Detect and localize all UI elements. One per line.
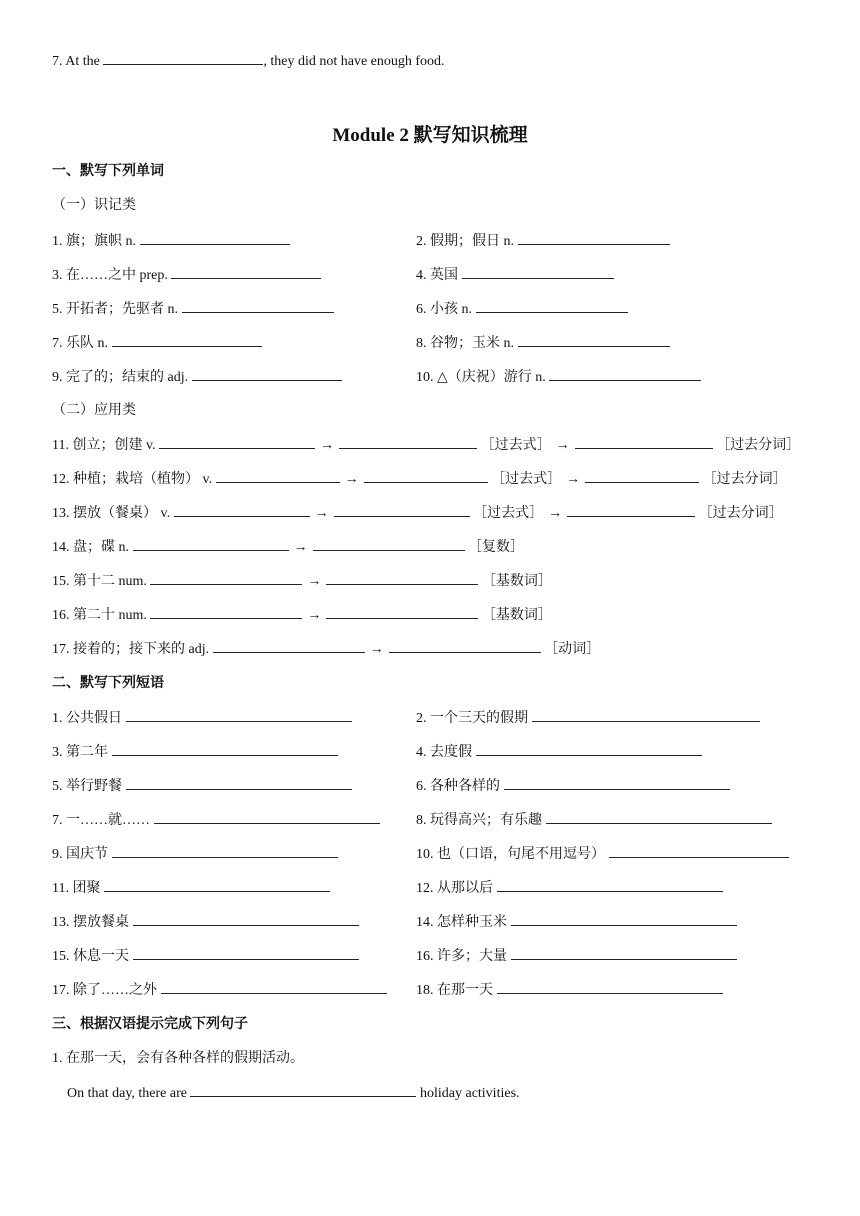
answer-blank[interactable] bbox=[133, 947, 359, 960]
applied-item: 13. 摆放（餐桌） v. → ［过去式］ → ［过去分词］ bbox=[52, 506, 783, 521]
answer-blank[interactable] bbox=[133, 538, 289, 551]
phrase-item: 13. 摆放餐桌 bbox=[52, 913, 359, 932]
answer-blank[interactable] bbox=[511, 947, 737, 960]
vocab-item: 6. 小孩 n. bbox=[416, 300, 628, 319]
answer-blank[interactable] bbox=[174, 504, 310, 517]
answer-blank[interactable] bbox=[159, 436, 315, 449]
answer-blank[interactable] bbox=[364, 470, 488, 483]
answer-blank[interactable] bbox=[104, 879, 330, 892]
vocab-item: 8. 谷物；玉米 n. bbox=[416, 334, 670, 353]
vocab-item: 10. △（庆祝）游行 n. bbox=[416, 368, 701, 387]
section-heading-sentences: 三、根据汉语提示完成下列句子 bbox=[52, 1017, 248, 1032]
vocab-item: 1. 旗；旗帜 n. bbox=[52, 232, 290, 251]
answer-blank[interactable] bbox=[546, 811, 772, 824]
answer-blank[interactable] bbox=[154, 811, 380, 824]
phrase-item: 4. 去度假 bbox=[416, 743, 702, 762]
section-heading-phrases: 二、默写下列短语 bbox=[52, 676, 164, 691]
phrase-item: 3. 第二年 bbox=[52, 743, 338, 762]
answer-blank[interactable] bbox=[518, 334, 670, 347]
answer-blank[interactable] bbox=[150, 572, 302, 585]
answer-blank[interactable] bbox=[389, 640, 541, 653]
phrase-item: 5. 举行野餐 bbox=[52, 777, 352, 796]
page-title: Module 2 默写知识梳理 bbox=[332, 125, 528, 146]
section-heading-words: 一、默写下列单词 bbox=[52, 164, 164, 179]
answer-blank[interactable] bbox=[216, 470, 340, 483]
answer-blank[interactable] bbox=[103, 52, 263, 65]
answer-blank[interactable] bbox=[549, 368, 701, 381]
applied-item: 11. 创立；创建 v. → ［过去式］ → ［过去分词］ bbox=[52, 438, 801, 453]
answer-blank[interactable] bbox=[171, 266, 321, 279]
phrase-item: 2. 一个三天的假期 bbox=[416, 709, 760, 728]
phrase-item: 18. 在那一天 bbox=[416, 981, 723, 1000]
answer-blank[interactable] bbox=[476, 300, 628, 313]
answer-blank[interactable] bbox=[313, 538, 465, 551]
phrase-item: 15. 休息一天 bbox=[52, 947, 359, 966]
answer-blank[interactable] bbox=[532, 709, 760, 722]
answer-blank[interactable] bbox=[326, 572, 478, 585]
subsection-memorize: （一）识记类 bbox=[52, 198, 136, 213]
phrase-item: 1. 公共假日 bbox=[52, 709, 352, 728]
answer-blank[interactable] bbox=[497, 981, 723, 994]
answer-blank[interactable] bbox=[140, 232, 290, 245]
vocab-item: 3. 在……之中 prep. bbox=[52, 266, 321, 285]
answer-blank[interactable] bbox=[126, 777, 352, 790]
vocab-item: 2. 假期；假日 n. bbox=[416, 232, 670, 251]
answer-blank[interactable] bbox=[326, 606, 478, 619]
answer-blank[interactable] bbox=[190, 1084, 416, 1097]
phrase-item: 11. 团聚 bbox=[52, 879, 330, 898]
phrase-item: 12. 从那以后 bbox=[416, 879, 723, 898]
answer-blank[interactable] bbox=[585, 470, 699, 483]
answer-blank[interactable] bbox=[609, 845, 789, 858]
vocab-item: 5. 开拓者；先驱者 n. bbox=[52, 300, 334, 319]
phrase-item: 8. 玩得高兴；有乐趣 bbox=[416, 811, 772, 830]
prev-question-7: 7. At the , they did not have enough food. bbox=[52, 54, 445, 69]
answer-blank[interactable] bbox=[518, 232, 670, 245]
answer-blank[interactable] bbox=[112, 334, 262, 347]
answer-blank[interactable] bbox=[182, 300, 334, 313]
answer-blank[interactable] bbox=[462, 266, 614, 279]
answer-blank[interactable] bbox=[213, 640, 365, 653]
answer-blank[interactable] bbox=[504, 777, 730, 790]
applied-item: 16. 第二十 num. → ［基数词］ bbox=[52, 608, 552, 623]
phrase-item: 7. 一……就…… bbox=[52, 811, 380, 830]
applied-item: 17. 接着的；接下来的 adj. → ［动词］ bbox=[52, 642, 601, 657]
answer-blank[interactable] bbox=[575, 436, 713, 449]
subsection-applied: （二）应用类 bbox=[52, 403, 136, 418]
answer-blank[interactable] bbox=[339, 436, 477, 449]
answer-blank[interactable] bbox=[112, 743, 338, 756]
phrase-item: 10. 也（口语，句尾不用逗号） bbox=[416, 845, 789, 864]
answer-blank[interactable] bbox=[150, 606, 302, 619]
applied-item: 15. 第十二 num. → ［基数词］ bbox=[52, 574, 552, 589]
answer-blank[interactable] bbox=[476, 743, 702, 756]
applied-item: 14. 盘；碟 n. → ［复数］ bbox=[52, 540, 524, 555]
answer-blank[interactable] bbox=[567, 504, 695, 517]
answer-blank[interactable] bbox=[112, 845, 338, 858]
sentence-answer-en: On that day, there are holiday activities. bbox=[67, 1086, 520, 1101]
answer-blank[interactable] bbox=[126, 709, 352, 722]
phrase-item: 6. 各种各样的 bbox=[416, 777, 730, 796]
answer-blank[interactable] bbox=[133, 913, 359, 926]
phrase-item: 14. 怎样种玉米 bbox=[416, 913, 737, 932]
answer-blank[interactable] bbox=[334, 504, 470, 517]
answer-blank[interactable] bbox=[192, 368, 342, 381]
phrase-item: 17. 除了……之外 bbox=[52, 981, 387, 1000]
vocab-item: 4. 英国 bbox=[416, 266, 614, 285]
vocab-item: 9. 完了的；结束的 adj. bbox=[52, 368, 342, 387]
answer-blank[interactable] bbox=[497, 879, 723, 892]
applied-item: 12. 种植；栽培（植物） v. → ［过去式］ → ［过去分词］ bbox=[52, 472, 787, 487]
answer-blank[interactable] bbox=[161, 981, 387, 994]
phrase-item: 9. 国庆节 bbox=[52, 845, 338, 864]
phrase-item: 16. 许多；大量 bbox=[416, 947, 737, 966]
answer-blank[interactable] bbox=[511, 913, 737, 926]
vocab-item: 7. 乐队 n. bbox=[52, 334, 262, 353]
sentence-prompt-cn: 1. 在那一天，会有各种各样的假期活动。 bbox=[52, 1051, 304, 1066]
